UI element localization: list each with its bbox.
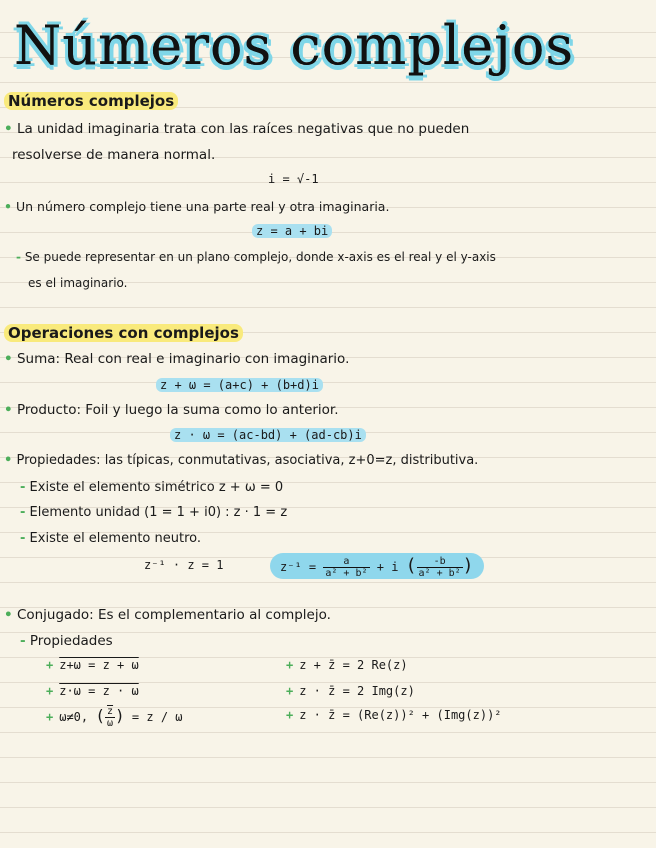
conj-right-3 xyxy=(286,708,502,722)
page-title: Números complejos xyxy=(14,14,575,77)
conj-left3-post: = z / ω xyxy=(131,710,183,724)
conj-right-1 xyxy=(286,658,408,672)
conj-left2-text: z·ω = z · ω xyxy=(59,684,139,698)
conj-right-2 xyxy=(286,684,415,698)
dash-icon: - xyxy=(16,250,21,264)
bullet-icon: • xyxy=(4,402,13,418)
conj-left-1 xyxy=(46,658,139,672)
intro-p2: Un número complejo tiene una parte real y otra imaginaria. xyxy=(15,199,390,214)
equation-i: i = √-1 xyxy=(268,172,319,186)
inverse-den: a² + b² xyxy=(325,568,368,579)
conj-left1-text: z+ω = z + ω xyxy=(59,658,139,672)
conj-left3-den: ω xyxy=(107,718,114,729)
inverse-den2: a² + b² xyxy=(418,568,461,579)
prop-neutro-text: Existe el elemento neutro. xyxy=(29,531,201,546)
dash-icon: - xyxy=(20,480,26,495)
intro-sub-line2: es el imaginario. xyxy=(28,276,128,290)
prop-neutro xyxy=(20,531,201,546)
plus-icon: + xyxy=(286,684,294,698)
dash-icon: - xyxy=(20,633,26,649)
intro-p1-line2: resolverse de manera normal. xyxy=(12,147,216,163)
equation-z: z = a + bi xyxy=(252,224,332,238)
intro-sub-line1: Se puede representar en un plano complejo, donde x-axis es el real y el y-axis xyxy=(24,250,496,264)
intro-p1-line1: La unidad imaginaria trata con las raíces negativas que no pueden xyxy=(16,121,470,137)
bullet-icon: • xyxy=(4,199,12,214)
plus-icon: + xyxy=(286,658,294,672)
inverse-num: a xyxy=(323,556,369,568)
inverse-lhs: z⁻¹ = xyxy=(280,560,317,574)
section-heading-intro: Números complejos xyxy=(4,92,178,110)
inverse-plus: + i xyxy=(376,560,399,574)
conj-right3-text: z · z̄ = (Re(z))² + (Img(z))² xyxy=(299,708,502,722)
intro-paragraph-1 xyxy=(4,121,469,137)
conj-heading xyxy=(4,607,331,623)
prop-unidad-text: Elemento unidad (1 = 1 + i0) : z · 1 = z xyxy=(29,505,288,520)
op-producto-text: Producto: Foil y luego la suma como lo anterior. xyxy=(16,402,339,418)
conj-sub xyxy=(20,633,113,649)
prop-simetrico-text: Existe el elemento simétrico z + ω = 0 xyxy=(29,480,284,495)
inverse-num2: -b xyxy=(417,556,463,568)
conj-left3-num: z xyxy=(107,706,114,717)
op-suma xyxy=(4,351,349,367)
dash-icon: - xyxy=(20,531,26,546)
op-producto xyxy=(4,402,339,418)
section-heading-operations: Operaciones con complejos xyxy=(4,324,243,342)
conj-left3-pre: ω≠0, xyxy=(59,710,89,724)
dash-icon: - xyxy=(20,505,26,520)
plus-icon: + xyxy=(46,710,54,724)
equation-producto: z · ω = (ac-bd) + (ad-cb)i xyxy=(170,428,366,442)
inverse-fraction-2 xyxy=(417,556,463,579)
prop-simetrico xyxy=(20,480,283,495)
conj-right1-text: z + z̄ = 2 Re(z) xyxy=(299,658,408,672)
bullet-icon: • xyxy=(4,453,13,468)
op-propiedades xyxy=(4,453,478,468)
bullet-icon: • xyxy=(4,351,13,367)
prop-unidad xyxy=(20,505,287,520)
plus-icon: + xyxy=(46,658,54,672)
conj-left-3: + ω≠0, ( $\frac{z}{\omega}$ ) = z / ω xyxy=(46,706,183,729)
inverse-formula: z⁻¹ = $\frac{a}{\text{a² + b²}}$ + i ( $\frac{-b}{\text{a² + b²}}$ ) xyxy=(270,553,484,579)
plus-icon: + xyxy=(286,708,294,722)
plus-icon: + xyxy=(46,684,54,698)
op-suma-text: Suma: Real con real e imaginario con imaginario. xyxy=(16,351,350,367)
conj-right2-text: z · z̄ = 2 Img(z) xyxy=(299,684,415,698)
equation-suma: z + ω = (a+c) + (b+d)i xyxy=(156,378,323,392)
op-propiedades-text: Propiedades: las típicas, conmutativas, asociativa, z+0=z, distributiva. xyxy=(16,453,479,468)
conj-heading-text: Conjugado: Es el complementario al complejo. xyxy=(16,607,331,623)
bullet-icon: • xyxy=(4,607,13,623)
intro-paragraph-2 xyxy=(4,199,389,214)
bullet-icon: • xyxy=(4,121,13,137)
inverse-fraction-1 xyxy=(323,556,369,579)
conj-sub-text: Propiedades xyxy=(29,633,113,649)
inverse-left-eq: z⁻¹ · z = 1 xyxy=(144,558,224,572)
conj-left-2 xyxy=(46,684,139,698)
intro-sub-1 xyxy=(16,250,496,264)
conj-left3-frac xyxy=(105,706,115,729)
